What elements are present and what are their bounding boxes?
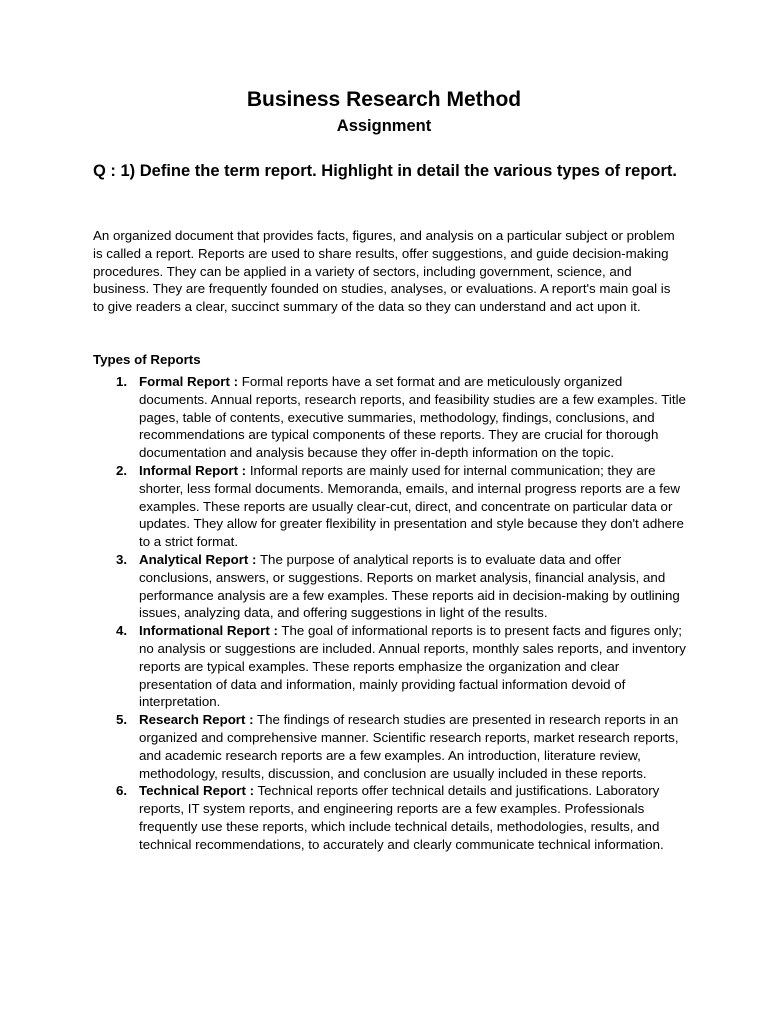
list-item-number: 6. bbox=[116, 783, 128, 799]
list-item bbox=[93, 551, 693, 622]
list-item-number: 3. bbox=[116, 551, 128, 567]
intro-paragraph: An organized document that provides facts, figures, and analysis on a particular subject or problem is called a report. Reports are used to share results, offer suggestions, and guide decision-making procedures. They can be applied in a variety of sectors, including government, science, and business. They are frequently founded on studies, analyses, or evaluations. A report's main goal is to give readers a clear, succinct summary of the data so they can understand and act upon it. bbox=[93, 228, 675, 315]
report-type-description: Technical reports offer technical details and justifications. Laboratory reports, IT system reports, and engineering reports are a few examples. Professionals frequently use these reports, which include technical details, methodologies, results, and technical recommendations, to accurately and clearly communicate technical information. bbox=[139, 783, 664, 852]
report-type-description: Informal reports are mainly used for internal communication; they are shorter, less formal documents. Memoranda, emails, and internal progress reports are a few examples. These reports are usually clear-cut, direct, and concentrate on particular data or updates. They allow for greater flexibility in presentation and style because they don't adhere to a strict format. bbox=[139, 462, 684, 550]
list-item-number: 2. bbox=[116, 462, 128, 478]
report-type-name: Research Report : bbox=[139, 712, 254, 728]
list-item-number: 5. bbox=[116, 712, 128, 728]
list-item bbox=[93, 622, 693, 711]
report-type-name: Technical Report : bbox=[139, 783, 255, 799]
report-type-name: Informal Report : bbox=[139, 462, 247, 478]
report-type-name: Formal Report : bbox=[139, 374, 238, 389]
report-type-description: The findings of research studies are presented in research reports in an organized and comprehensive manner. Scientific research reports, market research reports, and academic research reports are a few examples. An introduction, literature review, methodology, results, discussion, and conclusion are usually included in these reports. bbox=[139, 712, 679, 781]
question-heading: Q : 1) Define the term report. Highlight in detail the various types of report. bbox=[93, 162, 677, 180]
list-item bbox=[93, 782, 693, 853]
report-type-description: Formal reports have a set format and are meticulously organized documents. Annual reports, research reports, and feasibility studies are a few examples. Title pages, table of contents, executive summaries, methodology, findings, conclusions, and recommendations are typical components of these reports. They are crucial for thorough documentation and analysis because they offer in-depth information on the topic. bbox=[139, 374, 686, 461]
report-types-list bbox=[93, 373, 693, 854]
report-type-name: Analytical Report : bbox=[139, 551, 257, 567]
document-title: Business Research Method bbox=[246, 88, 522, 111]
types-heading: Types of Reports bbox=[93, 352, 201, 367]
list-item bbox=[93, 711, 693, 782]
report-type-description: The purpose of analytical reports is to evaluate data and offer conclusions, answers, or suggestions. Reports on market analysis, financial analysis, and performance analysis are a few examples. These reports aid in decision-making by outlining issues, analyzing data, and offering suggestions in light of the results. bbox=[139, 551, 680, 621]
list-item-number: 1. bbox=[116, 374, 128, 389]
report-type-name: Informational Report : bbox=[139, 623, 278, 639]
document-subtitle: Assignment bbox=[336, 117, 432, 135]
list-item bbox=[93, 462, 693, 551]
report-type-description: The goal of informational reports is to present facts and figures only; no analysis or suggestions are included. Annual reports, monthly sales reports, and inventory reports are typical examples. These reports emphasize the organization and clear presentation of data and information, mainly providing factual information devoid of interpretation. bbox=[139, 623, 686, 710]
list-item-number: 4. bbox=[116, 623, 128, 639]
list-item bbox=[93, 373, 693, 462]
